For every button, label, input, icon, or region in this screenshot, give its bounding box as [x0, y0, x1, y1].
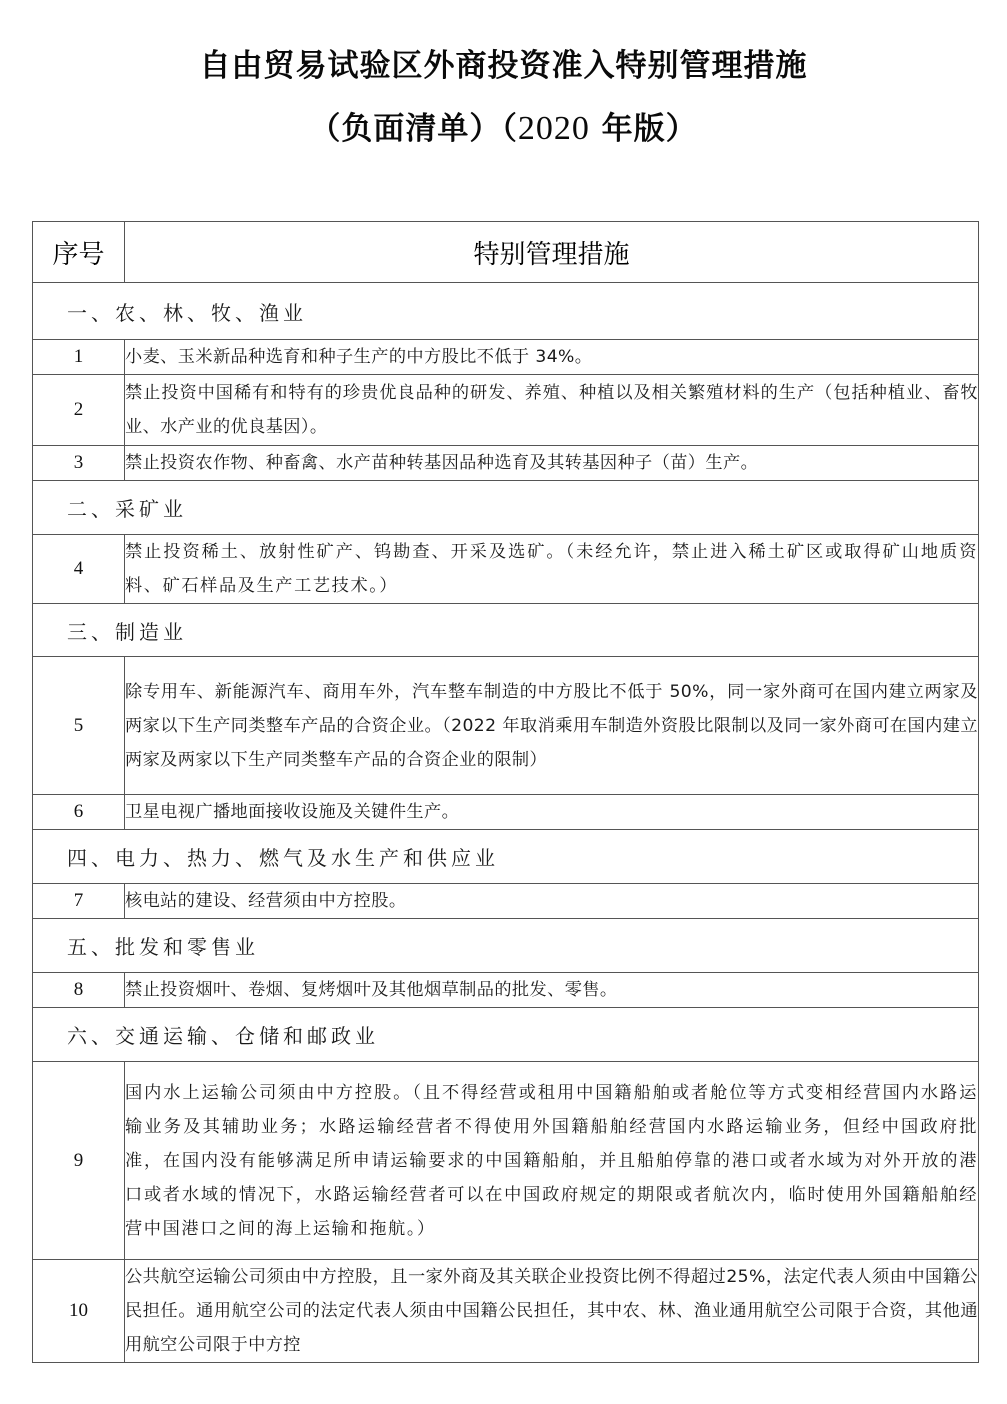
item-text: 小麦、玉米新品种选育和种子生产的中方股比不低于 34%。	[125, 340, 979, 375]
section-heading-row	[33, 283, 979, 340]
item-number: 3	[33, 446, 125, 481]
section-heading-row	[33, 830, 979, 884]
column-header-measures: 特别管理措施	[125, 222, 979, 283]
column-header-number: 序号	[33, 222, 125, 283]
subtitle-suffix: 年版）	[589, 111, 698, 147]
table-row	[33, 1260, 979, 1363]
subtitle-prefix: （负面清单）（	[309, 111, 518, 147]
item-number: 6	[33, 795, 125, 830]
table-header-row	[33, 222, 979, 283]
section-heading: 二、采矿业	[33, 481, 979, 535]
item-text: 国内水上运输公司须由中方控股。（且不得经营或租用中国籍船舶或者舱位等方式变相经营国内水路运输业务及其辅助业务；水路运输经营者不得使用外国籍船舶经营国内水路运输业务，但经中国政府批准，在国内没有能够满足所申请运输要求的中国籍船舶，并且船舶停靠的港口或者水域为对外开放的港口或者水域的情况下，水路运输经营者可以在中国政府规定的期限或者航次内，临时使用外国籍船舶经营中国港口之间的海上运输和拖航。）	[125, 1062, 979, 1260]
item-text: 禁止投资稀土、放射性矿产、钨勘查、开采及选矿。（未经允许，禁止进入稀土矿区或取得矿山地质资料、矿石样品及生产工艺技术。）	[125, 535, 979, 604]
item-text: 禁止投资烟叶、卷烟、复烤烟叶及其他烟草制品的批发、零售。	[125, 973, 979, 1008]
item-text: 核电站的建设、经营须由中方控股。	[125, 884, 979, 919]
table-row	[33, 657, 979, 795]
table-row	[33, 884, 979, 919]
section-heading: 三、制造业	[33, 604, 979, 657]
section-heading: 五、批发和零售业	[33, 919, 979, 973]
item-number: 1	[33, 340, 125, 375]
subtitle-year: 2020	[517, 110, 590, 147]
item-text: 禁止投资农作物、种畜禽、水产苗种转基因品种选育及其转基因种子（苗）生产。	[125, 446, 979, 481]
item-number: 9	[33, 1062, 125, 1260]
section-heading-row	[33, 1008, 979, 1062]
section-heading-row	[33, 919, 979, 973]
item-number: 8	[33, 973, 125, 1008]
section-heading-row	[33, 481, 979, 535]
document-subtitle	[0, 103, 1007, 148]
section-heading-row	[33, 604, 979, 657]
table-row	[33, 973, 979, 1008]
table-row	[33, 535, 979, 604]
table-row	[33, 446, 979, 481]
item-text: 除专用车、新能源汽车、商用车外，汽车整车制造的中方股比不低于 50%，同一家外商可在国内建立两家及两家以下生产同类整车产品的合资企业。（2022 年取消乘用车制造外资股比限制以及同一家外商可在国内建立两家及两家以下生产同类整车产品的合资企业的限制）	[125, 657, 979, 795]
item-number: 7	[33, 884, 125, 919]
table-row	[33, 340, 979, 375]
table-row	[33, 1062, 979, 1260]
table-row	[33, 795, 979, 830]
negative-list-table	[32, 221, 979, 1363]
item-number: 2	[33, 375, 125, 446]
table-row	[33, 375, 979, 446]
section-heading: 六、交通运输、仓储和邮政业	[33, 1008, 979, 1062]
document-title: 自由贸易试验区外商投资准入特别管理措施	[199, 48, 808, 84]
item-text: 公共航空运输公司须由中方控股，且一家外商及其关联企业投资比例不得超过25%，法定代表人须由中国籍公民担任。通用航空公司的法定代表人须由中国籍公民担任，其中农、林、渔业通用航空公司限于合资，其他通用航空公司限于中方控	[125, 1260, 979, 1363]
section-heading: 四、电力、热力、燃气及水生产和供应业	[33, 830, 979, 884]
item-text: 卫星电视广播地面接收设施及关键件生产。	[125, 795, 979, 830]
section-heading: 一、农、林、牧、渔业	[33, 283, 979, 340]
item-number: 10	[33, 1260, 125, 1363]
item-number: 4	[33, 535, 125, 604]
item-text: 禁止投资中国稀有和特有的珍贵优良品种的研发、养殖、种植以及相关繁殖材料的生产（包括种植业、畜牧业、水产业的优良基因）。	[125, 375, 979, 446]
item-number: 5	[33, 657, 125, 795]
